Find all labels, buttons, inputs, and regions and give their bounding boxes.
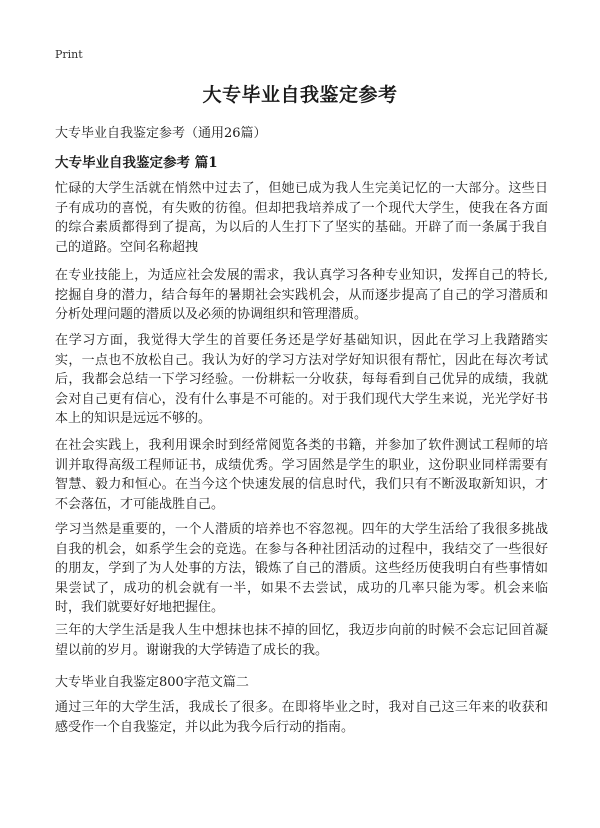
- paragraph: 学习当然是重要的，一个人潜质的培养也不容忽视。四年的大学生活给了我很多挑战自我的机会，如系学生会的竞选。在参与各种社团活动的过程中，我结交了一些很好的朋友，学到了为人处事的方法，锻炼了自己的潜质。这些经历使我明白有些事情如果尝试了，成功的机会就有一半，如果不去尝试，成功的几率只能为零。机会来临时，我们就要好好地把握住。: [55, 522, 548, 615]
- paragraph: 通过三年的大学生活，我成长了很多。在即将毕业之时，我对自己这三年来的收获和感受作一个自我鉴定，并以此为我今后行动的指南。: [55, 700, 548, 735]
- print-label: Print: [55, 48, 83, 61]
- section-heading: 大专毕业自我鉴定参考 篇1: [55, 155, 218, 171]
- paragraph: 在学习方面，我觉得大学生的首要任务还是学好基础知识，因此在学习上我踏踏实实，一点也不放松自己。我认为好的学习方法对学好知识很有帮忙，因此在每次考试后，我都会总结一下学习经验。一份耕耘一分收获，每每看到自己优异的成绩，我就会对自己更有信心，没有什么事是不可能的。对于我们现代大学生来说，光光学好书本上的知识是远远不够的。: [55, 333, 548, 426]
- section-heading: 大专毕业自我鉴定800字范文篇二: [55, 675, 249, 690]
- document-title: 大专毕业自我鉴定参考: [202, 84, 398, 106]
- document-subtitle: 大专毕业自我鉴定参考（通用26篇）: [55, 126, 267, 141]
- paragraph: 在社会实践上，我利用课余时到经常阅览各类的书籍，并参加了软件测试工程师的培训并取得高级工程师证书，成绩优秀。学习固然是学生的职业，这份职业同样需要有智慧、毅力和恒心。在当今这个快速发展的信息时代，我们只有不断汲取新知识，才不会落伍，才可能战胜自己。: [55, 438, 548, 512]
- paragraph: 在专业技能上，为适应社会发展的需求，我认真学习各种专业知识，发挥自己的特长,挖掘自身的潜力，结合每年的暑期社会实践机会，从而逐步提高了自己的学习潜质和分析处理问题的潜质以及必须的协调组织和管理潜质。: [55, 268, 548, 322]
- paragraph: 三年的大学生活是我人生中想抹也抹不掉的回忆，我迈步向前的时候不会忘记回首凝望以前的岁月。谢谢我的大学铸造了成长的我。: [55, 623, 548, 658]
- paragraph: 忙碌的大学生活就在悄然中过去了，但她已成为我人生完美记忆的一大部分。这些日子有成功的喜悦，有失败的彷徨。但却把我培养成了一个现代大学生，使我在各方面的综合素质都得到了提高，为以后的人生打下了坚实的基础。开辟了而一条属于我自己的道路。空间名称超拽: [55, 181, 548, 255]
